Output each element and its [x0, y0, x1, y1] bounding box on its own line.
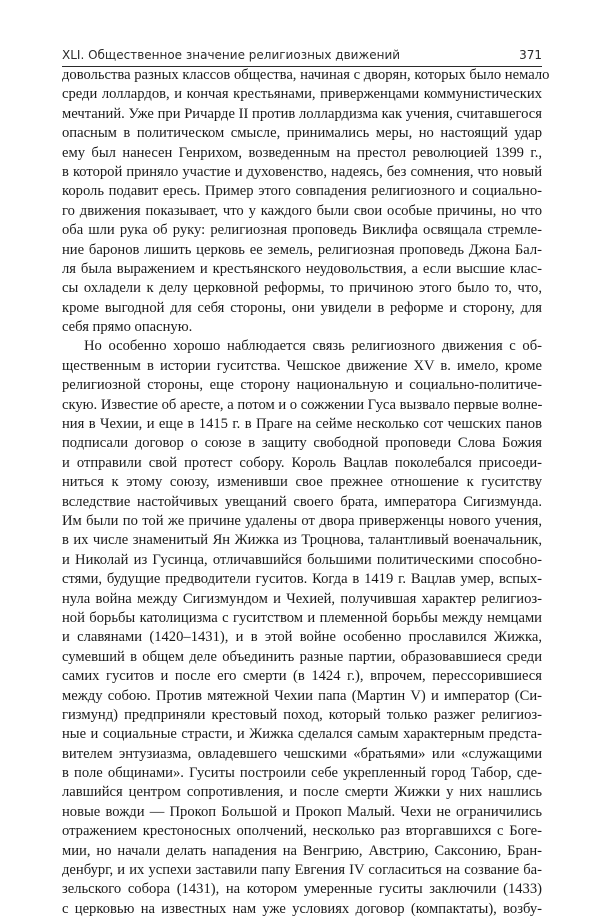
text-line: вследствие настойчивых увещаний своего брата, императора Сигизмунда.: [62, 493, 542, 510]
text-line: ля была выражением и крестьянского неудовольствия, а если высшие клас-: [62, 260, 542, 277]
text-line: оба шли рука об руку: религиозная проповедь Виклифа освящала стремле-: [62, 222, 542, 239]
paragraph: [62, 337, 542, 919]
text-line: ниться к этому союзу, изменивши свое прежнее отношение к гуситству: [62, 474, 542, 491]
text-line: лавшийся центром сопротивления, и после смерти Жижки у них нашлись: [62, 784, 542, 801]
text-line: среди лоллардов, и кончая крестьянами, приверженцами коммунистических: [62, 86, 542, 103]
text-line: ему был нанесен Генрихом, возведенным на престол революцией 1399 г.,: [62, 144, 542, 161]
text-line: Но особенно хорошо наблюдается связь религиозного движения с об-: [84, 338, 542, 355]
text-line: с церковью на известных нам уже условиях договор (компактаты), возбу-: [62, 900, 542, 917]
text-line: в их числе знаменитый Ян Жижка из Троцнова, талантливый военачальник,: [62, 532, 542, 549]
text-line: скую. Известие об аресте, а потом и о сожжении Гуса вызвало первые волне-: [62, 396, 543, 413]
text-line: мии, но начали делать нападения на Венгрию, Австрию, Саксонию, Бран-: [62, 842, 542, 859]
page-number: 371: [519, 48, 542, 62]
text-line: ния в Чехии, и еще в 1415 г. в Праге на сейме несколько сот чешских панов: [62, 416, 542, 433]
text-line: Им были по той же причине удалены от двора приверженцы нового учения,: [62, 512, 542, 529]
text-line: го движения показывает, что у каждого были свои особые причины, но что: [62, 202, 542, 219]
text-line: в поле общинами». Гуситы построили себе укрепленный город Табор, сде-: [62, 765, 542, 782]
text-line: щественным в истории гуситства. Чешское движение XV в. имело, кроме: [62, 357, 542, 374]
text-line: нула война между Сигизмундом и Чехией, получившая характер религиоз-: [62, 590, 542, 607]
text-line: сы охладели к делу церковной реформы, то причиною этого было то, что,: [62, 280, 542, 297]
text-line: король подавит ересь. Пример этого совпадения религиозного и социально-: [62, 183, 542, 200]
text-line: кроме выгодной для себя стороны, они увидели в реформе и сторону, для: [62, 299, 542, 316]
running-head: [62, 46, 542, 67]
text-line: ные и социальные страсти, и Жижка сделался самым характерным предста-: [62, 726, 542, 743]
text-line: денбург, и их успехи заставили папу Евгения IV согласиться на созвание ба-: [62, 862, 542, 879]
body-text: [62, 66, 550, 919]
text-line: и Николай из Гусинца, отличавшийся большими политическими способно-: [62, 551, 542, 568]
text-line: религиозной стороны, еще сторону национальную и социально-политиче-: [62, 377, 542, 394]
text-line: и славянами (1420–1431), и в этой войне особенно прославился Жижка,: [62, 629, 542, 646]
text-line: и отправили свой протест собору. Король Вацлав поколебался присоеди-: [62, 454, 542, 471]
text-line: в которой приняло участие и духовенство, надеясь, без сомнения, что новый: [62, 163, 542, 180]
text-line: отражением крестоносных ополчений, несколько раз вторгавшихся с Боге-: [62, 823, 542, 840]
text-line: вителем энтузиазма, овладевшего чешскими «братьями» или «служащими: [62, 745, 542, 762]
text-line: новые вожди — Прокоп Большой и Прокоп Малый. Чехи не ограничились: [62, 803, 542, 820]
text-line: довольства разных классов общества, начиная с дворян, которых было немало: [62, 67, 550, 83]
text-line: себя прямо опасную.: [62, 319, 193, 336]
text-line: стями, будущие предводители гуситов. Когда в 1419 г. Вацлав умер, вспых-: [62, 571, 542, 588]
text-line: ние баронов лишить церковь ее земель, религиозная проповедь Джона Бал-: [62, 241, 542, 258]
text-line: сумевший в общем деле объединить разные партии, образовавшиеся среди: [62, 648, 542, 665]
paragraph: [62, 66, 550, 337]
text-line: гизмунд) предприняли крестовый поход, который только разжег религиоз-: [62, 706, 542, 723]
text-line: самих гуситов и после его смерти (в 1424 г.), впрочем, перессорившиеся: [62, 668, 542, 685]
text-line: между собою. Против мятежной Чехии папа (Мартин V) и император (Си-: [62, 687, 542, 704]
text-line: мечтаний. Уже при Ричарде II против лоллардизма как учения, считавшегося: [62, 105, 542, 122]
text-line: подписали договор о союзе в защиту свободной проповеди Слова Божия: [62, 435, 542, 452]
chapter-title: XLI. Общественное значение религиозных движений: [62, 48, 401, 62]
text-line: зельского собора (1431), на котором умеренные гуситы заключили (1433): [62, 881, 542, 898]
text-line: ной борьбы католицизма с гуситством и племенной борьбы между немцами: [62, 609, 542, 626]
text-line: опасным в политическом смысле, принимались меры, но настоящий удар: [62, 125, 542, 142]
